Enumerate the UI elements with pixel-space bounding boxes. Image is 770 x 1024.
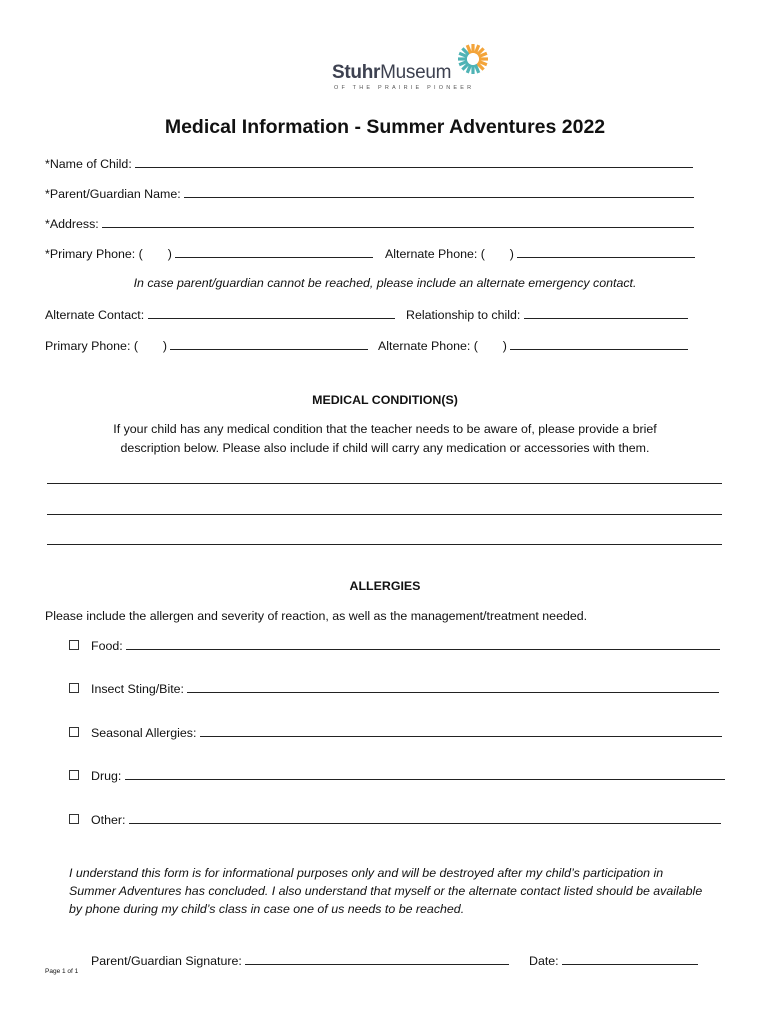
relationship-field[interactable] <box>524 307 688 319</box>
food-label: Food: <box>91 639 123 653</box>
address-label: *Address: <box>45 217 99 231</box>
primary-phone-row <box>45 246 373 261</box>
other-field[interactable] <box>129 812 721 824</box>
seasonal-label: Seasonal Allergies: <box>91 726 197 740</box>
alternate-contact-row <box>45 307 395 322</box>
allergy-row-other <box>69 812 721 827</box>
address-row <box>45 216 694 231</box>
drug-field[interactable] <box>125 768 725 780</box>
alt-primary-phone-row <box>45 338 368 353</box>
alt-alternate-phone-close: ) <box>502 339 507 353</box>
museum-logo <box>332 42 492 92</box>
alt-primary-phone-close: ) <box>162 339 168 353</box>
child-name-label: *Name of Child: <box>45 157 132 171</box>
child-name-field[interactable] <box>135 156 693 168</box>
signature-row <box>91 953 509 968</box>
primary-phone-field[interactable] <box>175 246 373 258</box>
logo-brand-light: Museum <box>380 62 452 83</box>
guardian-name-label: *Parent/Guardian Name: <box>45 187 181 201</box>
allergy-row-drug <box>69 768 725 783</box>
signature-field[interactable] <box>245 953 509 965</box>
alternate-phone-area-close: ) <box>509 247 514 261</box>
primary-phone-area-close: ) <box>167 247 172 261</box>
page-number: Page 1 of 1 <box>45 968 79 975</box>
alternate-contact-field[interactable] <box>148 307 395 319</box>
address-field[interactable] <box>102 216 694 228</box>
disclaimer-paragraph <box>69 864 729 918</box>
allergy-row-food <box>69 638 720 653</box>
medical-heading: MEDICAL CONDITION(S) <box>312 393 458 407</box>
seasonal-field[interactable] <box>200 725 722 737</box>
date-field[interactable] <box>562 953 698 965</box>
form-title: Medical Information - Summer Adventures 2022 <box>164 116 606 138</box>
alt-alternate-phone-label: Alternate Phone: ( <box>378 339 478 353</box>
allergy-row-seasonal <box>69 725 722 740</box>
alternate-contact-label: Alternate Contact: <box>45 308 145 322</box>
child-name-row <box>45 156 693 171</box>
medical-answer-line-3[interactable] <box>47 544 722 545</box>
food-field[interactable] <box>126 638 720 650</box>
alternate-phone-row <box>385 246 695 261</box>
insect-field[interactable] <box>187 681 719 693</box>
disclaimer-line3: by phone during my child’s class in case one of us needs to be reached. <box>69 902 465 916</box>
drug-label: Drug: <box>91 769 122 783</box>
other-label: Other: <box>91 813 126 827</box>
alt-primary-phone-label: Primary Phone: ( <box>45 339 138 353</box>
alternate-phone-label: Alternate Phone: ( <box>385 247 485 261</box>
food-checkbox[interactable] <box>69 640 79 650</box>
medical-answer-line-2[interactable] <box>47 514 722 515</box>
drug-checkbox[interactable] <box>69 770 79 780</box>
relationship-row <box>406 307 688 322</box>
allergies-instructions: Please include the allergen and severity of reaction, as well as the management/treatment needed. <box>45 609 588 623</box>
allergies-heading: ALLERGIES <box>349 579 421 593</box>
date-label: Date: <box>529 954 559 968</box>
date-row <box>529 953 698 968</box>
alt-primary-phone-field[interactable] <box>170 338 368 350</box>
medical-instructions-line1: If your child has any medical condition that the teacher needs to be aware of, please provide a brief <box>113 422 657 436</box>
allergy-row-insect <box>69 681 719 696</box>
sunburst-icon <box>456 42 490 76</box>
seasonal-checkbox[interactable] <box>69 727 79 737</box>
logo-brand-bold: Stuhr <box>332 62 381 83</box>
insect-checkbox[interactable] <box>69 683 79 693</box>
disclaimer-line1: I understand this form is for informational purposes only and will be destroyed after my child’s participation in <box>69 866 664 880</box>
alt-alternate-phone-field[interactable] <box>510 338 688 350</box>
medical-answer-line-1[interactable] <box>47 483 722 484</box>
relationship-label: Relationship to child: <box>406 308 521 322</box>
disclaimer-line2: Summer Adventures has concluded. I also understand that myself or the alternate contact listed should be available <box>69 884 703 898</box>
insect-label: Insect Sting/Bite: <box>91 682 184 696</box>
medical-instructions-line2: description below. Please also include if child will carry any medication or accessories with them. <box>120 441 650 455</box>
guardian-name-field[interactable] <box>184 186 694 198</box>
signature-label: Parent/Guardian Signature: <box>91 954 242 968</box>
emergency-contact-note: In case parent/guardian cannot be reached, please include an alternate emergency contact. <box>133 276 637 290</box>
alt-alternate-phone-row <box>378 338 688 353</box>
other-checkbox[interactable] <box>69 814 79 824</box>
logo-tagline: OF THE PRAIRIE PIONEER <box>334 85 475 91</box>
guardian-name-row <box>45 186 694 201</box>
alternate-phone-field[interactable] <box>517 246 695 258</box>
primary-phone-label: *Primary Phone: ( <box>45 247 143 261</box>
